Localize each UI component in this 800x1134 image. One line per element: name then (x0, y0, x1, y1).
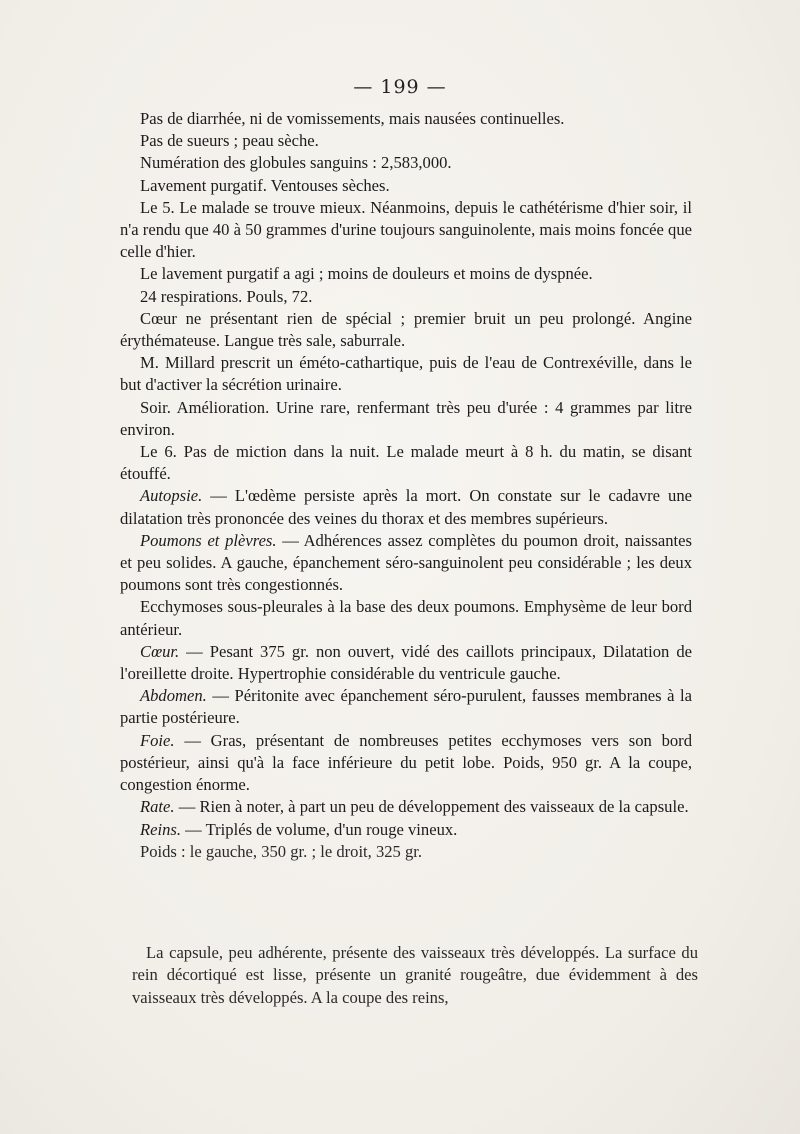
body-text-tail (132, 942, 698, 1009)
body-text (120, 108, 692, 863)
page-number: — 199 — (353, 76, 447, 98)
paragraph: Soir. Amélioration. Urine rare, renfermant très peu d'urée : 4 grammes par litre environ. (120, 397, 692, 439)
paragraph-coeur (120, 641, 692, 685)
paragraph: 24 respirations. Pouls, 72. (140, 286, 313, 306)
paragraph: Poids : le gauche, 350 gr. ; le droit, 325 gr. (140, 841, 423, 861)
paragraph-foie (120, 730, 692, 797)
paragraph: Pas de diarrhée, ni de vomissements, mais nausées continuelles. (140, 109, 565, 128)
section-label: Abdomen. (140, 686, 207, 706)
paragraph: Le 6. Pas de miction dans la nuit. Le malade meurt à 8 h. du matin, se disant étouffé. (120, 442, 692, 484)
paragraph: M. Millard prescrit un éméto-cathartique, puis de l'eau de Contrexéville, dans le but d'activer la sécrétion urinaire. (120, 353, 692, 395)
section-label: Poumons et plèvres. (140, 530, 277, 550)
paragraph: Le 5. Le malade se trouve mieux. Néanmoins, depuis le cathétérisme d'hier soir, il n'a rendu que 40 à 50 grammes d'urine toujours sanguinolente, mais moins foncée que celle d'hier. (120, 197, 692, 262)
paragraph-rate (120, 796, 692, 818)
paragraph: Numération des globules sanguins : 2,583,000. (140, 153, 452, 173)
paragraph: Pas de sueurs ; peau sèche. (140, 131, 319, 151)
paragraph: Ecchymoses sous-pleurales à la base des deux poumons. Emphysème de leur bord antérieur. (120, 597, 692, 639)
paragraph-text: — Péritonite avec épanchement séro-purulent, fausses membranes à la partie postérieure. (120, 686, 692, 728)
paragraph: Le lavement purgatif a agi ; moins de douleurs et moins de dyspnée. (140, 264, 593, 284)
paragraph-autopsie (120, 485, 692, 529)
paragraph: La capsule, peu adhérente, présente des vaisseaux très développés. La surface du rein décortiqué est lisse, présente un granité rougeâtre, due évidemment à des vaisseaux très développés. A la coupe des reins, (132, 943, 698, 1007)
paragraph-abdomen (120, 685, 692, 729)
paragraph: Lavement purgatif. Ventouses sèches. (140, 175, 390, 195)
section-label: Cœur. (140, 641, 180, 661)
section-label: Rate. (140, 797, 175, 817)
paragraph-text: — Gras, présentant de nombreuses petites ecchymoses vers son bord postérieur, ainsi qu'à la face inférieure du petit lobe. Poids, 950 gr. A la coupe, congestion énorme. (120, 730, 692, 795)
paragraph-text: — Rien à noter, à part un peu de développement des vaisseaux de la capsule. (174, 797, 689, 817)
section-label: Reins. (140, 819, 182, 839)
section-label: Foie. (140, 730, 175, 750)
paragraph-reins (120, 819, 692, 841)
paragraph-text: — Triplés de volume, d'un rouge vineux. (181, 819, 458, 839)
paragraph-text: — L'œdème persiste après la mort. On constate sur le cadavre une dilatation très prononcée des veines du thorax et des membres supérieurs. (120, 486, 692, 528)
paragraph-text: — Adhérences assez complètes du poumon droit, naissantes et peu solides. A gauche, épanchement séro-sanguinolent peu considérable ; les deux poumons sont très congestionnés. (120, 530, 692, 595)
paragraph-text: — Pesant 375 gr. non ouvert, vidé des caillots principaux, Dilatation de l'oreillette droite. Hypertrophie considérable du ventricule gauche. (120, 641, 692, 684)
paragraph: Cœur ne présentant rien de spécial ; premier bruit un peu prolongé. Angine érythémateuse. Langue très sale, saburrale. (120, 308, 692, 351)
section-label: Autopsie. (140, 486, 203, 506)
paragraph-poumons (120, 530, 692, 597)
